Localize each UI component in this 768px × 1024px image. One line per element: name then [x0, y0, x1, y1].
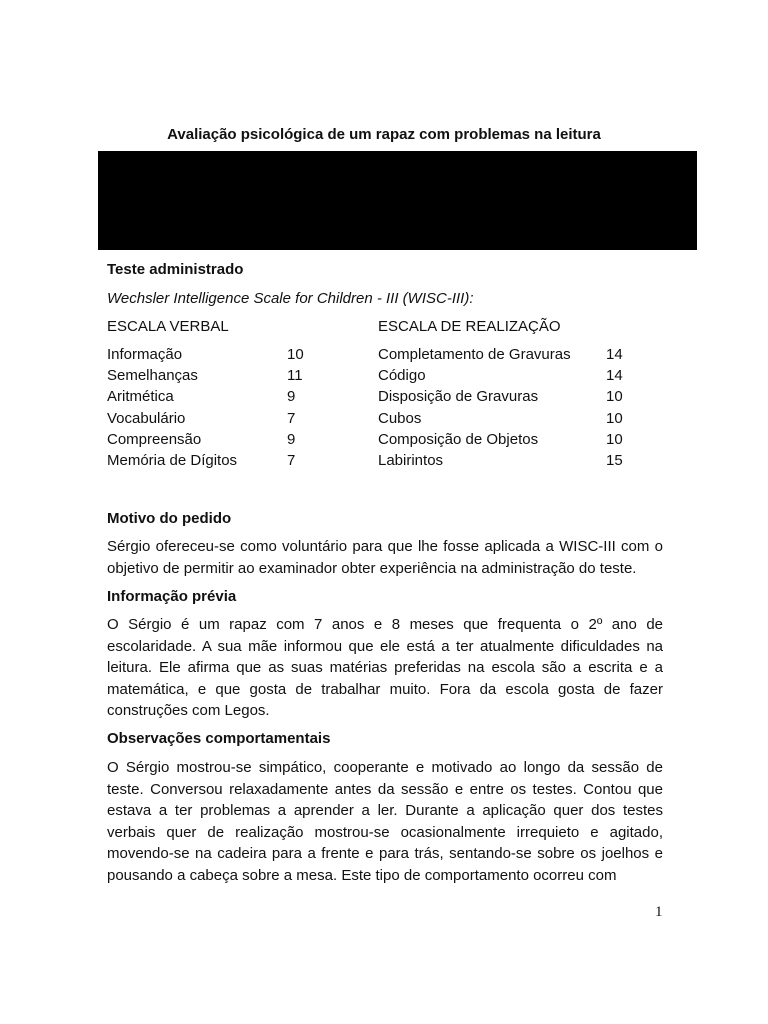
subtest-name: Cubos [378, 409, 422, 427]
section-heading-observacoes: Observações comportamentais [107, 730, 331, 747]
table-row [107, 408, 317, 429]
subtest-name: Compreensão [107, 430, 202, 448]
subtest-score: 9 [287, 430, 296, 448]
subtest-name: Labirintos [378, 452, 444, 470]
performance-scale-heading: ESCALA DE REALIZAÇÃO [378, 318, 561, 335]
table-row [107, 344, 317, 365]
section-text-observacoes [107, 757, 663, 886]
table-row [107, 450, 317, 471]
subtest-score: 10 [606, 430, 623, 448]
subtest-score: 15 [606, 452, 623, 470]
subtest-score: 7 [287, 452, 296, 470]
verbal-scale-heading: ESCALA VERBAL [107, 318, 229, 335]
document-title: Avaliação psicológica de um rapaz com problemas na leitura [167, 126, 601, 143]
subtest-score: 14 [606, 346, 623, 363]
table-row [107, 365, 317, 386]
subtest-score: 14 [606, 367, 623, 385]
subtest-name: Informação [107, 346, 183, 363]
redacted-block [98, 151, 697, 250]
subtest-score: 10 [606, 409, 623, 427]
subtest-name: Vocabulário [107, 409, 186, 427]
table-row [378, 408, 636, 429]
table-row [107, 386, 317, 407]
section-text-informacao [107, 614, 663, 722]
performance-scale-list [378, 344, 636, 471]
subtest-name: Código [378, 367, 426, 385]
subtest-score: 7 [287, 409, 296, 427]
table-row [378, 450, 636, 471]
table-row [378, 429, 636, 450]
test-heading: Teste administrado [107, 261, 244, 278]
test-instrument: Wechsler Intelligence Scale for Children - III (WISC-III): [107, 290, 474, 307]
section-heading-motivo: Motivo do pedido [107, 510, 232, 527]
subtest-score: 10 [606, 388, 623, 406]
subtest-name: Aritmética [107, 388, 174, 406]
table-row [107, 429, 317, 450]
section-heading-informacao: Informação prévia [107, 588, 237, 605]
subtest-name: Disposição de Gravuras [378, 388, 539, 406]
paragraph: O Sérgio mostrou-se simpático, cooperante e motivado ao longo da sessão de teste. Conversou relaxadamente antes da sessão e entre os testes. Contou que estava a ter problemas a aprender a ler. Durante a aplicação quer dos testes verbais quer de realização mostrou-se ocasionalmente irrequieto e agitado, movendo-se na cadeira para a frente e para trás, sentando-se sobre os joelhos e pousando a cabeça sobre a mesa. Este tipo de comportamento ocorreu com [107, 759, 663, 884]
subtest-name: Completamento de Gravuras [378, 346, 571, 363]
subtest-name: Memória de Dígitos [107, 452, 238, 470]
section-text-motivo [107, 536, 663, 579]
subtest-score: 9 [287, 388, 296, 406]
verbal-scale-list [107, 344, 317, 471]
table-row [378, 386, 636, 407]
page-number: 1 [655, 904, 663, 920]
table-row [378, 365, 636, 386]
table-row [378, 344, 636, 365]
subtest-score: 11 [287, 367, 303, 385]
subtest-name: Semelhanças [107, 367, 198, 385]
paragraph: Sérgio ofereceu-se como voluntário para que lhe fosse aplicada a WISC-III com o objetivo de permitir ao examinador obter experiência na administração do teste. [107, 538, 663, 577]
paragraph: O Sérgio é um rapaz com 7 anos e 8 meses que frequenta o 2º ano de escolaridade. A sua mãe informou que ele está a ter atualmente dificuldades na leitura. Ele afirma que as suas matérias preferidas na escola são a escrita e a matemática, e que gosta de trabalhar muito. Fora da escola gosta de fazer construções com Legos. [107, 616, 663, 719]
subtest-name: Composição de Objetos [378, 430, 539, 448]
subtest-score: 10 [287, 346, 304, 363]
